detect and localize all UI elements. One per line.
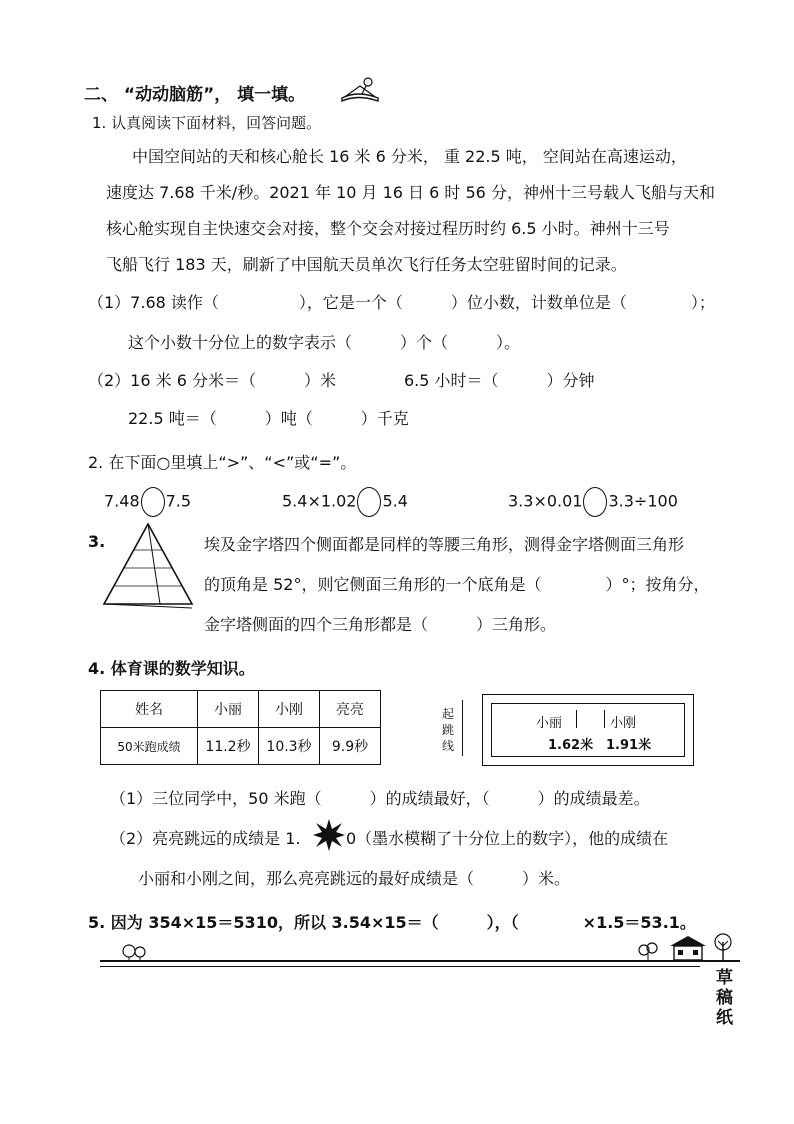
jump-name-xiaoli: 小丽: [536, 716, 563, 731]
long-jump-diagram: [482, 694, 694, 766]
q2-item-1-right: 7.5: [165, 491, 192, 511]
jump-mark: [576, 710, 577, 728]
ink-blot-icon: [312, 818, 346, 852]
compare-circle[interactable]: [357, 487, 381, 517]
q1-passage-line-1: 中国空间站的天和核心舱长 16 米 6 分米， 重 22.5 吨， 空间站在高速运动，: [132, 147, 687, 166]
jump-mark: [604, 710, 605, 728]
q3-line-3[interactable]: 金字塔侧面的四个三角形都是（ ）三角形。: [204, 615, 557, 634]
jump-line-label: 起跳线: [442, 707, 455, 753]
q4-prompt: 4. 体育课的数学知识。: [88, 659, 255, 678]
jump-line: [462, 700, 463, 756]
house-icon: [668, 934, 708, 962]
q1-prompt: 1. 认真阅读下面材料，回答问题。: [92, 114, 322, 132]
table-cell: 9.9秒: [320, 728, 381, 765]
q4-sub1[interactable]: （1）三位同学中，50 米跑（ ）的成绩最好，（ ）的成绩最差。: [110, 789, 650, 808]
jump-name-xiaogang: 小刚: [610, 716, 637, 731]
q1-sub2-minutes[interactable]: 6.5 小时＝（ ）分钟: [404, 371, 595, 390]
q2-item-2-left: 5.4×1.02: [282, 491, 357, 511]
table-cell: 50米跑成绩: [101, 728, 198, 765]
compare-circle[interactable]: [141, 487, 165, 517]
jump-value-xiaogang: 1.91米: [606, 738, 652, 753]
q2-item-3-right: 3.3÷100: [608, 491, 678, 511]
table-header: 亮亮: [320, 691, 381, 728]
q2-item-3: [508, 487, 678, 517]
q2-item-1-left: 7.48: [104, 491, 140, 511]
compare-circle[interactable]: [583, 487, 607, 517]
q2-item-3-left: 3.3×0.01: [508, 491, 583, 511]
q3-number: 3.: [88, 532, 106, 551]
table-cell: 11.2秒: [198, 728, 259, 765]
q2-prompt: 2. 在下面○里填上“>”、“<”或“=”。: [88, 453, 357, 472]
bush-icon: [636, 938, 660, 962]
q2-item-1: [104, 487, 191, 517]
q1-passage-line-4: 飞船飞行 183 天，刷新了中国航天员单次飞行任务太空驻留时间的记录。: [106, 255, 627, 274]
tree-icon: [710, 932, 736, 962]
q4-sub2-b: 0（墨水模糊了十分位上的数字），他的成绩在: [346, 829, 669, 848]
book-reading-icon: [338, 74, 384, 104]
q1-sub1-line1[interactable]: （1）7.68 读作（ ），它是一个（ ）位小数，计数单位是（ ）；: [88, 293, 715, 312]
q4-sub2-a: （2）亮亮跳远的成绩是 1.: [110, 829, 301, 848]
q1-passage-line-2: 速度达 7.68 千米/秒。2021 年 10 月 16 日 6 时 56 分，神州十三号载人飞船与天和: [106, 183, 715, 202]
table-header: 小刚: [259, 691, 320, 728]
jump-value-xiaoli: 1.62米: [548, 738, 594, 753]
q1-sub1-line2[interactable]: 这个小数十分位上的数字表示（ ）个（ ）。: [128, 333, 521, 352]
q3-line-2[interactable]: 的顶角是 52°，则它侧面三角形的一个底角是（ ）°；按角分，: [204, 575, 710, 594]
long-jump-pit: [491, 703, 685, 757]
pyramid-icon: [100, 520, 196, 612]
table-row: [101, 691, 381, 728]
draft-label-1: 草: [716, 968, 733, 988]
q1-sub2-meters[interactable]: （2）16 米 6 分米＝（ ）米: [88, 371, 336, 390]
table-header: 姓名: [101, 691, 198, 728]
q1-sub2-tons[interactable]: 22.5 吨＝（ ）吨（ ）千克: [128, 409, 409, 428]
section-title: 二、 “动动脑筋”， 填一填。: [84, 85, 306, 105]
q2-item-2: [282, 487, 408, 517]
q5-text[interactable]: 5. 因为 354×15＝5310，所以 3.54×15＝（ ），（ ×1.5＝53.1。: [88, 913, 696, 932]
sprint-score-table: [100, 690, 381, 765]
q4-sub2-c[interactable]: 小丽和小刚之间，那么亮亮跳远的最好成绩是（ ）米。: [138, 869, 571, 888]
q3-line-1: 埃及金字塔四个侧面都是同样的等腰三角形，测得金字塔侧面三角形: [204, 535, 685, 554]
table-header: 小丽: [198, 691, 259, 728]
table-cell: 10.3秒: [259, 728, 320, 765]
bush-icon: [120, 940, 150, 962]
q2-item-2-right: 5.4: [382, 491, 408, 511]
draft-divider-line: [100, 966, 700, 967]
draft-label-2: 稿: [716, 988, 733, 1008]
draft-label-3: 纸: [716, 1008, 733, 1028]
table-row: [101, 728, 381, 765]
q1-passage-line-3: 核心舱实现自主快速交会对接，整个交会对接过程历时约 6.5 小时。神州十三号: [106, 219, 670, 238]
